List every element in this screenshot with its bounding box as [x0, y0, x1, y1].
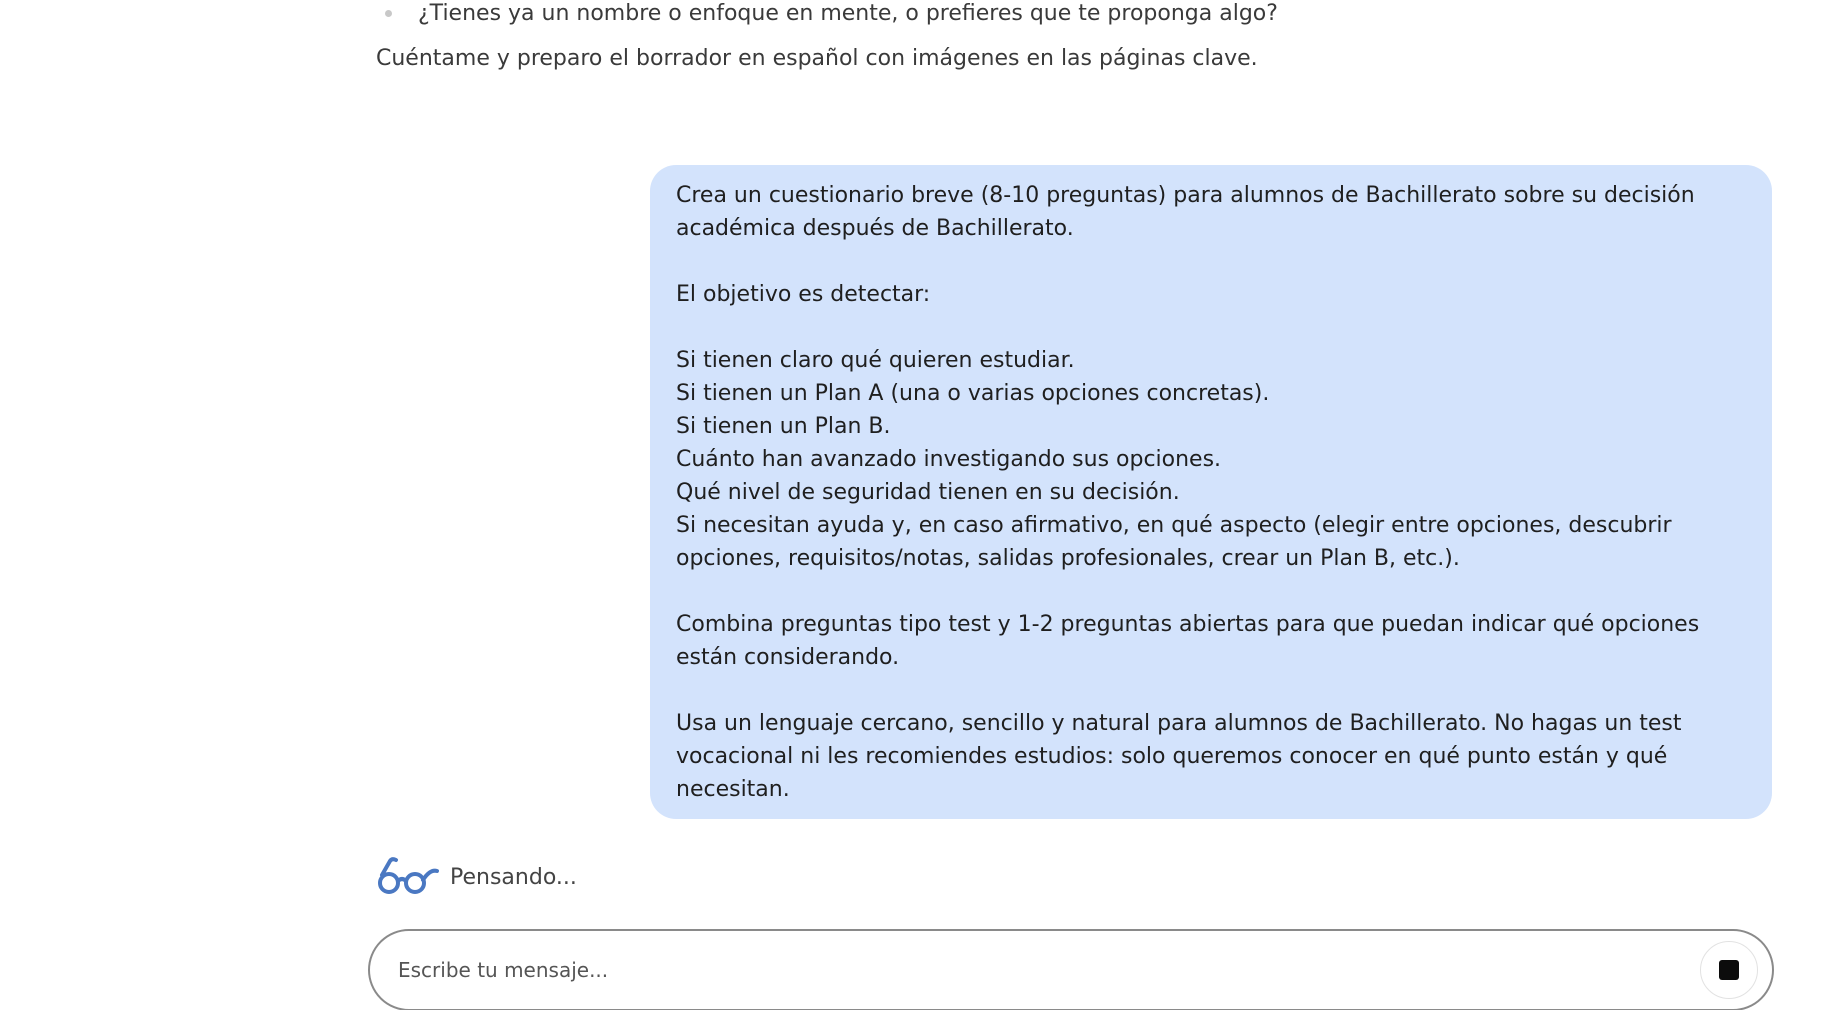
thinking-status — [376, 852, 577, 902]
message-line: Si tienen un Plan A (una o varias opciones concretas). — [676, 381, 1270, 406]
message-line: Cuánto han avanzado investigando sus opciones. — [676, 447, 1222, 472]
message-blank-line — [676, 245, 1746, 278]
message-line: Qué nivel de seguridad tienen en su decisión. — [676, 480, 1180, 505]
bullet-text: ¿Tienes ya un nombre o enfoque en mente, o prefieres que te proponga algo? — [418, 0, 1278, 26]
message-composer — [368, 929, 1774, 1010]
message-line: vocacional ni les recomiendes estudios: solo queremos conocer en qué punto están y qué — [676, 744, 1668, 769]
message-line: opciones, requisitos/notas, salidas profesionales, crear un Plan B, etc.). — [676, 546, 1460, 571]
message-blank-line — [676, 674, 1746, 707]
previous-response-closing: Cuéntame y preparo el borrador en español con imágenes en las páginas clave. — [376, 46, 1258, 71]
bullet-dot — [385, 10, 392, 17]
previous-response-bullet — [385, 0, 1278, 26]
glasses-icon — [376, 853, 440, 901]
message-line: Si tienen claro qué quieren estudiar. — [676, 348, 1075, 373]
message-line: Si tienen un Plan B. — [676, 414, 891, 439]
message-blank-line — [676, 311, 1746, 344]
message-line: Crea un cuestionario breve (8-10 preguntas) para alumnos de Bachillerato sobre su decisión — [676, 183, 1695, 208]
stop-icon — [1719, 960, 1739, 980]
user-message-bubble — [650, 165, 1772, 819]
message-input[interactable] — [396, 957, 1700, 983]
message-line: están considerando. — [676, 645, 900, 670]
message-line: El objetivo es detectar: — [676, 282, 931, 307]
message-line: necesitan. — [676, 777, 790, 802]
message-line: Si necesitan ayuda y, en caso afirmativo, en qué aspecto (elegir entre opciones, descubrir — [676, 513, 1672, 538]
message-line: Combina preguntas tipo test y 1-2 preguntas abiertas para que puedan indicar qué opciones — [676, 612, 1700, 637]
message-line: Usa un lenguaje cercano, sencillo y natural para alumnos de Bachillerato. No hagas un test — [676, 711, 1682, 736]
message-blank-line — [676, 575, 1746, 608]
message-line: académica después de Bachillerato. — [676, 216, 1074, 241]
stop-button[interactable] — [1700, 941, 1758, 999]
thinking-label: Pensando... — [450, 864, 577, 890]
